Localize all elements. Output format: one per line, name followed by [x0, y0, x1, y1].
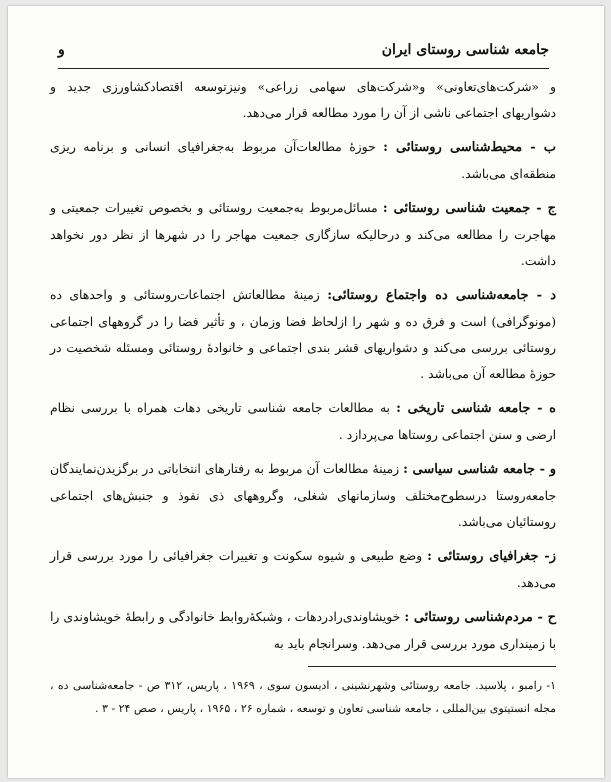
- paragraph-text: به مطالعات جامعه شناسی تاریخی دهات همراه با بررسی نظام ارضی و سنن اجتماعی روستاها می‌پردازد .: [50, 401, 556, 442]
- footnotes: [50, 674, 556, 720]
- running-title: جامعه شناسی روستای ایران: [381, 42, 549, 58]
- paragraph-rural-demography: [50, 195, 556, 274]
- paragraph-political-sociology: [50, 456, 556, 535]
- paragraph-text: خویشاوندی‌رادردهات ، وشبکهٔ‌روابط خانوادگی و رابطهٔ خویشاوندی را با زمینداری مورد بررسی قرار می‌دهد. وسرانجام باید به: [50, 610, 556, 651]
- page-body: [50, 74, 556, 665]
- page-number: و: [58, 42, 65, 58]
- paragraph-text: مسائل‌مربوط به‌جمعیت روستائی و بخصوص تغییرات جمعیتی و مهاجرت را مطالعه می‌کند و درحالیکه سازگاری جمعیت مهاجر را در شهرها از نظر دور نخواهد داشت.: [50, 201, 556, 268]
- footnote-divider: [308, 666, 556, 667]
- paragraph-term: ه - جامعه شناسی تاریخی :: [396, 401, 556, 416]
- paragraph-text: و «شرکت‌های‌تعاونی» و«شرکت‌های سهامی زراعی» ونیزتوسعه اقتصادکشاورزی جدید و دشواریهای اجتماعی ناشی از آن را مورد مطالعه قرار می‌دهد.: [50, 80, 556, 120]
- paragraph-text: زمینهٔ مطالعات آن مربوط به رفتارهای انتخاباتی در برگزیدن‌نمایندگان جامعه‌روستا درسطوح‌مختلف وسازمانهای شغلی، وگروههای ذی نفوذ و جنبش‌های اجتماعی روستائیان می‌باشد.: [50, 462, 556, 529]
- paragraph-text: زمینهٔ مطالعاتش اجتماعات‌روستائی و واحدهای ده (مونوگرافی) است و فرق ده و شهر را ازلحاظ فضا وزمان ، و تأثیر فضا را در گروههای اجتماعی روستائی بررسی می‌کند و دشواریهای قشر بندی اجتماعی و خانوادهٔ روستائی ومسئله شخصیت در حوزهٔ مطالعه آن می‌باشد .: [50, 288, 556, 381]
- paragraph-term: و - جامعه شناسی سیاسی :: [403, 462, 556, 477]
- paragraph-rural-geography: [50, 543, 556, 596]
- paragraph-village-sociology: [50, 282, 556, 387]
- paragraph-rural-anthropology: [50, 604, 556, 657]
- footnote-1: ۱- رامبو ، پلاسید. جامعه روستائی وشهرنشینی ، ادیسون سوی ، ۱۹۶۹ ، پاریس، ۳۱۲ ص - جامعه‌شناسی ده ، مجله انستیتوی بین‌المللی ، جامعه شناسی تعاون و توسعه ، شماره ۲۶ ، ۱۹۶۵ ، پاریس ، صص ۲۴ - ۳ .: [50, 679, 556, 715]
- running-header: [58, 38, 549, 69]
- paragraph-term: ج - جمعیت شناسی روستائی :: [382, 201, 556, 216]
- paragraph-rural-ecology: [50, 134, 556, 187]
- paragraph-term: ح - مردم‌شناسی روستائی :: [404, 610, 556, 625]
- paragraph-text: حوزهٔ مطالعات‌آن مربوط به‌جغرافیای انسانی و برنامه ریزی منطقه‌ای می‌باشد.: [50, 140, 556, 181]
- paragraph-term: د - جامعه‌شناسی ده واجتماع روستائی:: [327, 288, 556, 303]
- paragraph-term: ب - محیط‌شناسی روستائی :: [383, 140, 556, 155]
- paragraph-term: ز- جغرافیای روستائی :: [427, 549, 556, 564]
- paragraph-historical-sociology: [50, 395, 556, 448]
- paragraph-intro: [50, 74, 556, 126]
- paragraph-text: وضع طبیعی و شیوه سکونت و تغییرات جغرافیائی را مورد بررسی قرار می‌دهد.: [50, 549, 556, 590]
